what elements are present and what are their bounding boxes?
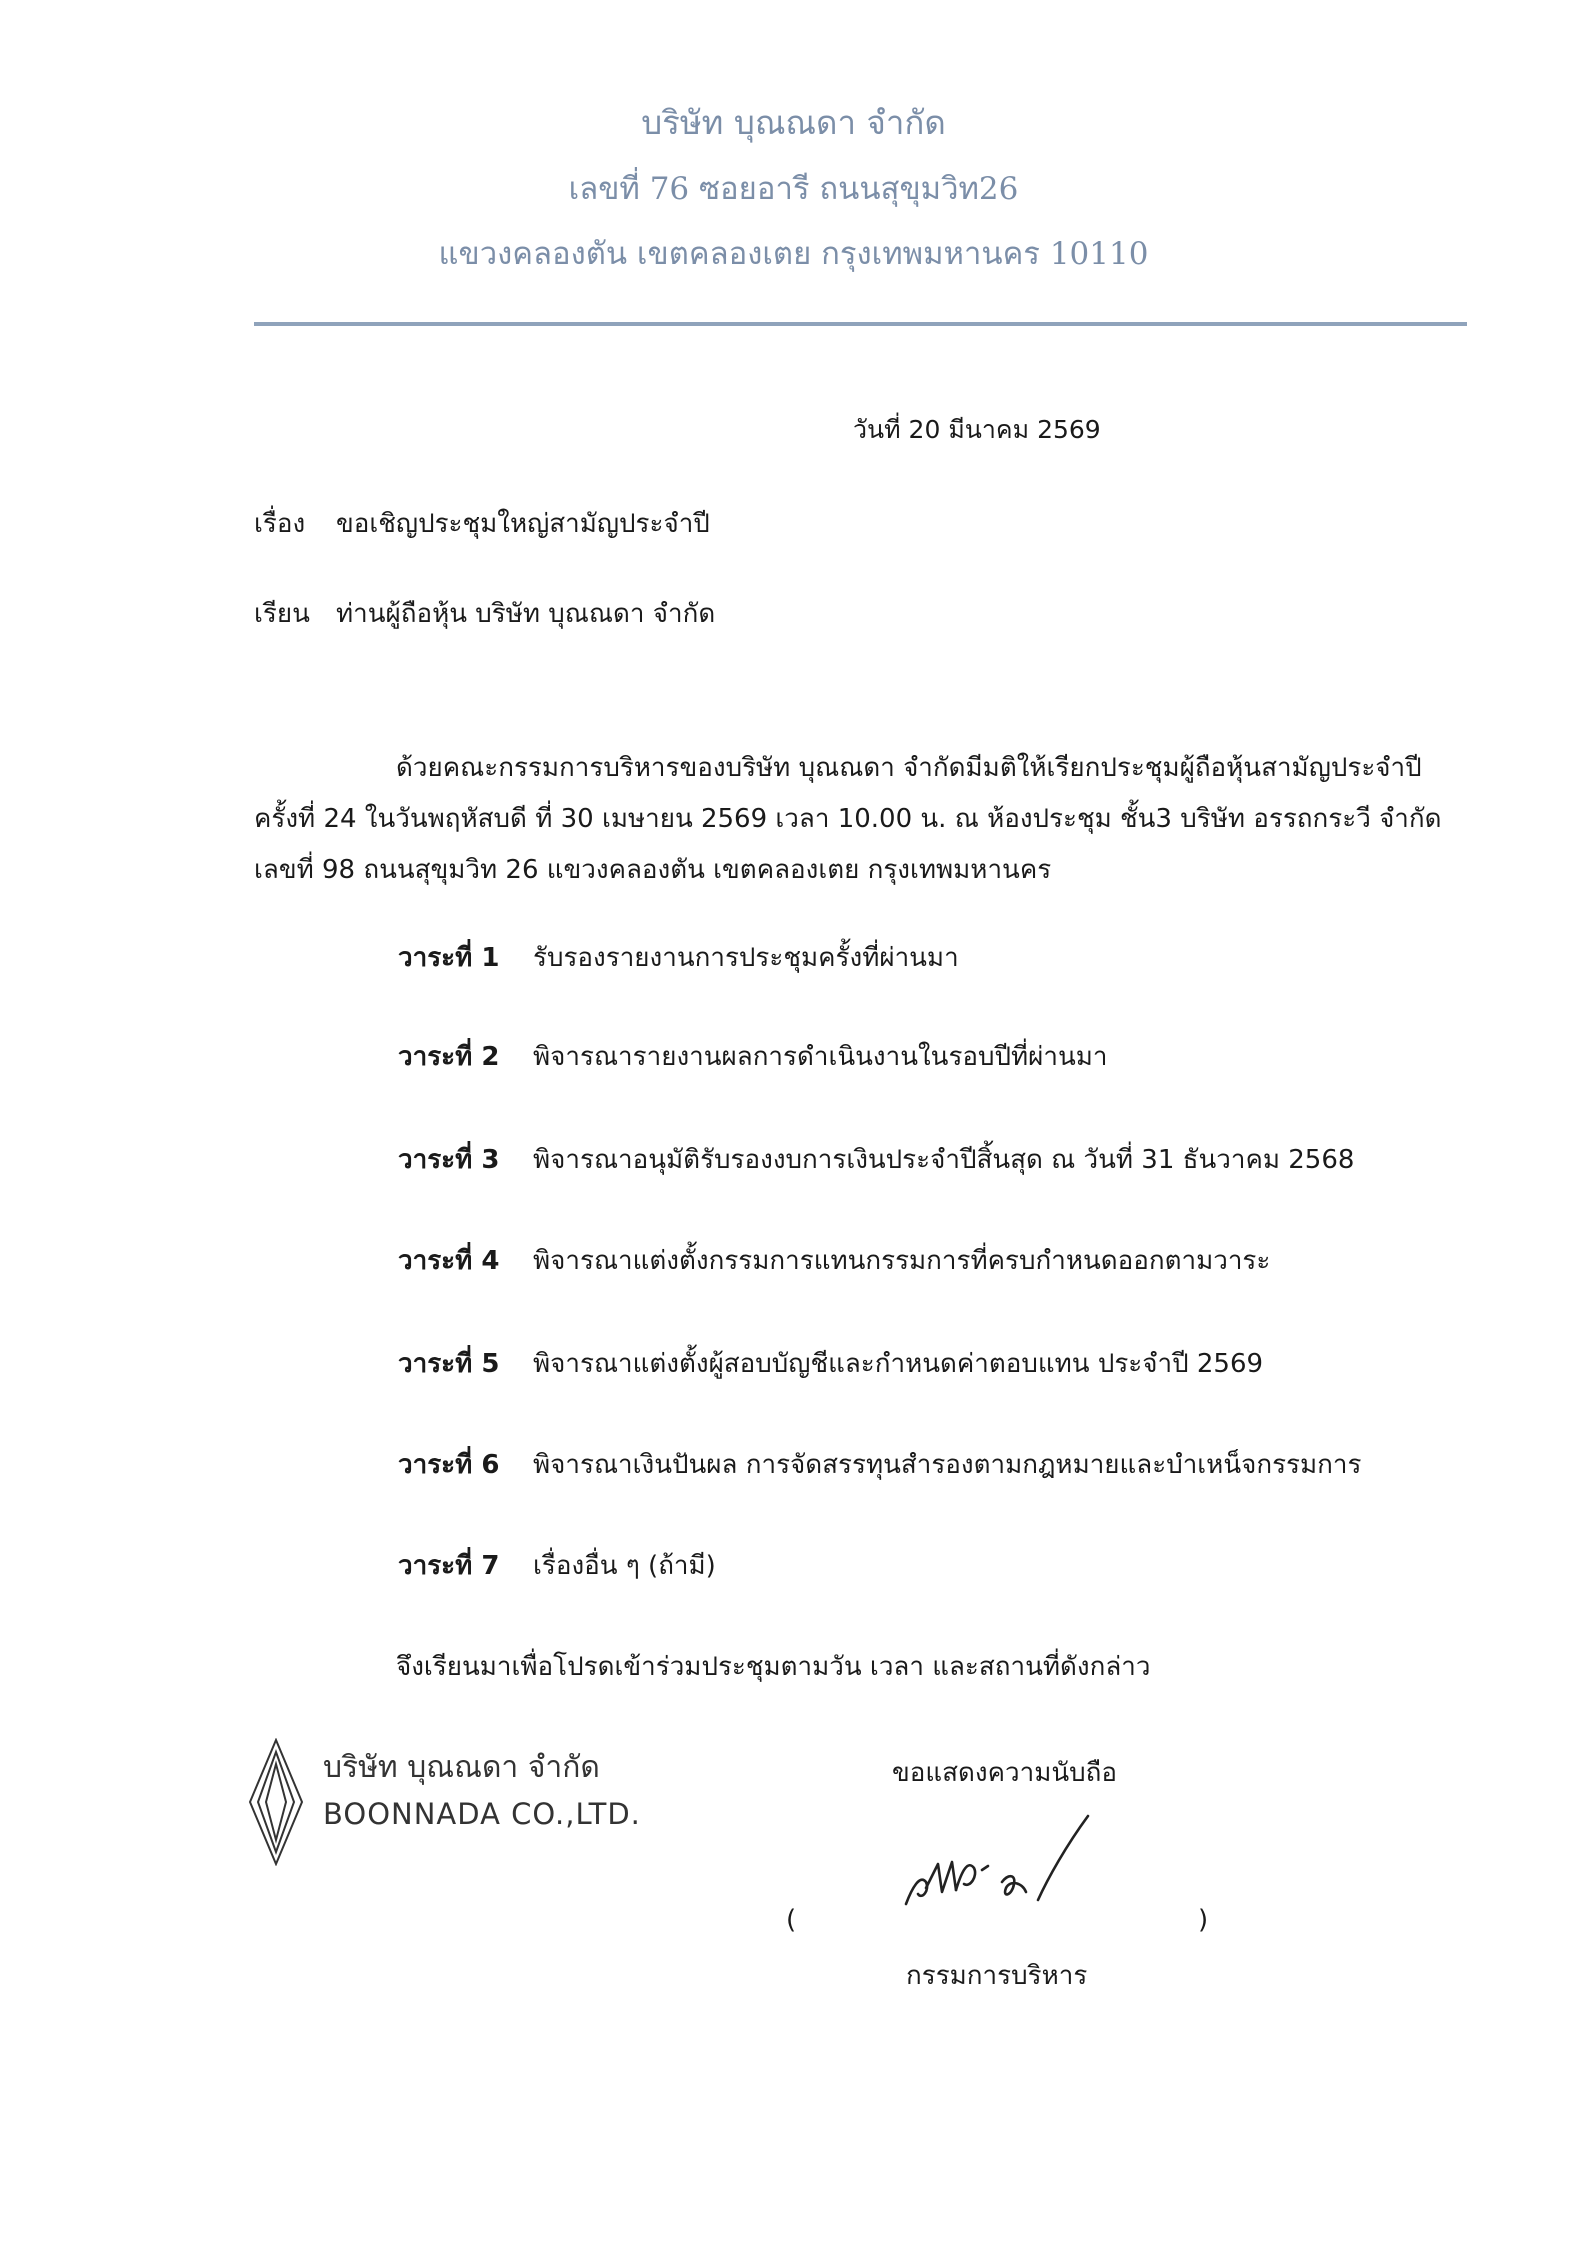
agenda-number: วาระที่ 2 (398, 1042, 500, 1072)
subject-text: ขอเชิญประชุมใหญ่สามัญประจำปี (336, 509, 710, 539)
agenda-text: พิจารณารายงานผลการดำเนินงานในรอบปีที่ผ่านมา (533, 1042, 1108, 1072)
agenda-text: พิจารณาแต่งตั้งผู้สอบบัญชีและกำหนดค่าตอบแทน ประจำปี 2569 (533, 1349, 1264, 1379)
agenda-number: วาระที่ 1 (398, 943, 500, 973)
recipient-label: เรียน (254, 599, 310, 629)
signatory-paren-open: ( (786, 1905, 797, 1935)
respectfully-text: ขอแสดงความนับถือ (892, 1758, 1117, 1788)
closing-line: จึงเรียนมาเพื่อโปรดเข้าร่วมประชุมตามวัน เวลา และสถานที่ดังกล่าว (396, 1652, 1151, 1682)
stamp-company-name-th: บริษัท บุณณดา จำกัด (323, 1750, 600, 1785)
agenda-text: รับรองรายงานการประชุมครั้งที่ผ่านมา (533, 943, 959, 973)
subject-label: เรื่อง (254, 509, 306, 539)
agenda-number: วาระที่ 4 (398, 1246, 500, 1276)
agenda-number: วาระที่ 6 (398, 1450, 500, 1480)
letter-date: วันที่ 20 มีนาคม 2569 (853, 415, 1101, 444)
stamp-company-name-en: BOONNADA CO.,LTD. (323, 1797, 641, 1831)
signatory-role: กรรมการบริหาร (906, 1961, 1088, 1991)
body-line-2: ครั้งที่ 24 ในวันพฤหัสบดี ที่ 30 เมษายน 2569 เวลา 10.00 น. ณ ห้องประชุม ชั้น3 บริษัท อรรถกระวี จำกัด (254, 804, 1442, 834)
body-line-3: เลขที่ 98 ถนนสุขุมวิท 26 แขวงคลองตัน เขตคลองเตย กรุงเทพมหานคร (254, 855, 1052, 885)
company-name-header: บริษัท บุณณดา จำกัด (641, 103, 946, 142)
agenda-number: วาระที่ 7 (398, 1551, 500, 1581)
agenda-number: วาระที่ 5 (398, 1349, 500, 1379)
recipient-text: ท่านผู้ถือหุ้น บริษัท บุณณดา จำกัด (336, 599, 716, 629)
company-address-line-2: แขวงคลองตัน เขตคลองเตย กรุงเทพมหานคร 10110 (438, 236, 1149, 272)
agenda-text: พิจารณาแต่งตั้งกรรมการแทนกรรมการที่ครบกำหนดออกตามวาระ (533, 1246, 1271, 1276)
agenda-text: พิจารณาอนุมัติรับรองงบการเงินประจำปีสิ้นสุด ณ วันที่ 31 ธันวาคม 2568 (533, 1145, 1355, 1175)
company-logo-icon (248, 1738, 304, 1866)
body-line-1: ด้วยคณะกรรมการบริหารของบริษัท บุณณดา จำกัดมีมติให้เรียกประชุมผู้ถือหุ้นสามัญประจำปี (396, 753, 1422, 783)
agenda-number: วาระที่ 3 (398, 1145, 500, 1175)
company-address-line-1: เลขที่ 76 ซอยอารี ถนนสุขุมวิท26 (568, 171, 1019, 207)
signatory-paren-close: ) (1198, 1905, 1209, 1935)
signature-icon (898, 1808, 1094, 1920)
agenda-text: เรื่องอื่น ๆ (ถ้ามี) (533, 1551, 716, 1581)
header-divider (254, 322, 1467, 326)
agenda-text: พิจารณาเงินปันผล การจัดสรรทุนสำรองตามกฎหมายและบำเหน็จกรรมการ (533, 1450, 1362, 1480)
